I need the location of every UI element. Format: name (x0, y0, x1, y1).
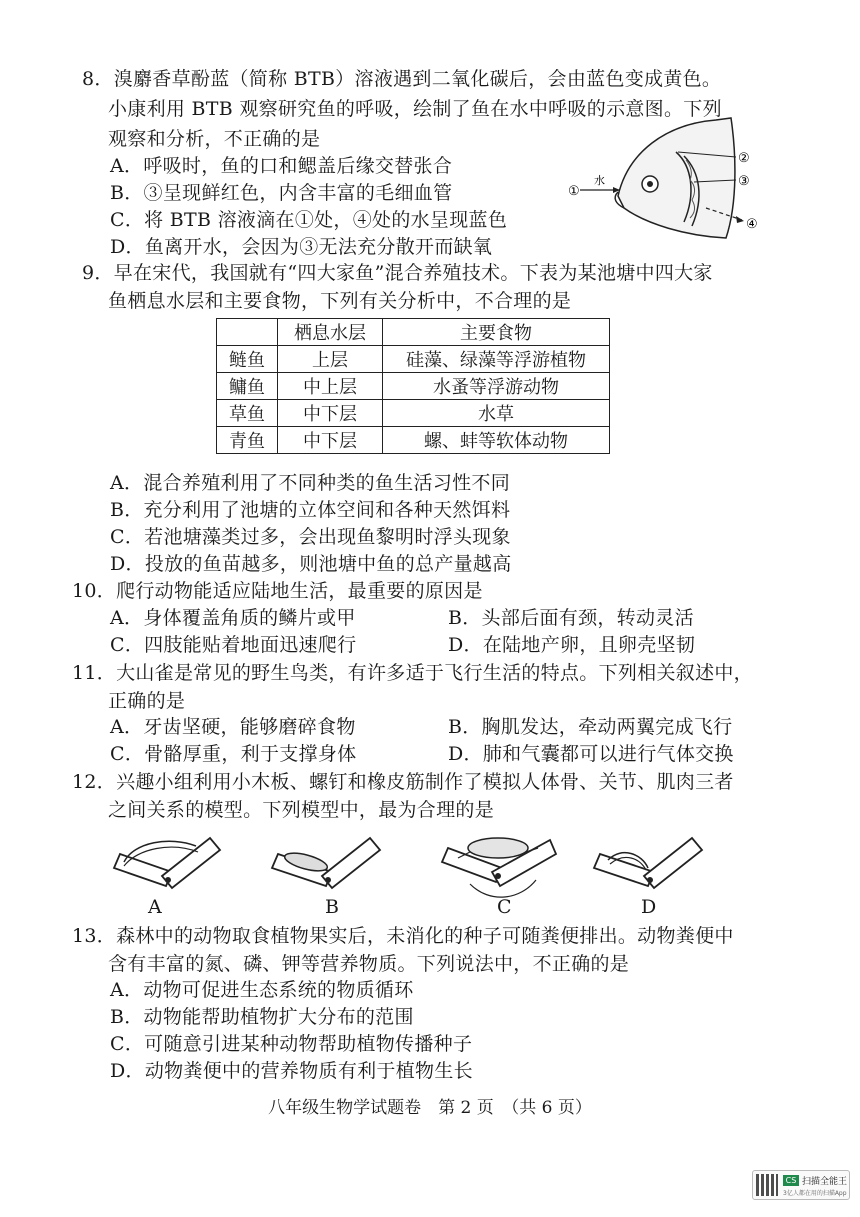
table-header-row (217, 319, 610, 346)
model-label-c: C (497, 896, 512, 918)
fig-label-2: ② (738, 151, 750, 166)
q10-option-c: C．四肢能贴着地面迅速爬行 (110, 634, 357, 656)
q9-stem-line1: 9．早在宋代，我国就有“四大家鱼”混合养殖技术。下表为某池塘中四大家 (82, 262, 713, 284)
table-row (217, 373, 610, 400)
q10-stem: 10．爬行动物能适应陆地生活，最重要的原因是 (72, 580, 483, 602)
q11-option-d: D．肺和气囊都可以进行气体交换 (448, 743, 734, 765)
q13-option-a: A．动物可促进生态系统的物质循环 (110, 979, 414, 1001)
fig-label-1: ① (568, 184, 580, 199)
q13-option-d: D．动物粪便中的营养物质有利于植物生长 (110, 1060, 473, 1082)
table-cell: 草鱼 (217, 400, 278, 427)
table-cell: 鲢鱼 (217, 346, 278, 373)
fig-label-4: ④ (746, 217, 758, 232)
joint-models-figure (110, 824, 790, 916)
q10-option-a: A．身体覆盖角质的鳞片或甲 (110, 607, 356, 629)
table-cell: 中上层 (278, 373, 383, 400)
table-cell: 中下层 (278, 400, 383, 427)
q10-option-d: D．在陆地产卵，且卵壳坚韧 (448, 634, 696, 656)
q12-stem-line1: 12．兴趣小组利用小木板、螺钉和橡皮筋制作了模拟人体骨、关节、肌肉三者 (72, 771, 734, 793)
table-cell: 中下层 (278, 427, 383, 454)
q11-option-c: C．骨骼厚重，利于支撑身体 (110, 743, 357, 765)
table-row (217, 427, 610, 454)
camscanner-logo-icon: CS (783, 1175, 799, 1186)
table-cell: 青鱼 (217, 427, 278, 454)
scanner-watermark (752, 1170, 850, 1200)
fig-label-3: ③ (738, 174, 750, 189)
q11-stem-line1: 11．大山雀是常见的野生鸟类，有许多适于飞行生活的特点。下列相关叙述中， (72, 662, 753, 684)
model-d-diagram (594, 838, 702, 888)
page-footer: 八年级生物学试题卷 第 2 页 （共 6 页） (268, 1098, 592, 1118)
model-c-diagram (442, 838, 556, 897)
q11-option-a: A．牙齿坚硬，能够磨碎食物 (110, 716, 356, 738)
scanner-brand-name: 扫描全能王 (802, 1177, 848, 1187)
q10-option-b: B．头部后面有颈，转动灵活 (448, 607, 694, 629)
scanner-tagline: 3亿人都在用的扫描App (783, 1190, 847, 1197)
model-label-a: A (148, 896, 162, 918)
q9-option-d: D．投放的鱼苗越多，则池塘中鱼的总产量越高 (110, 553, 512, 575)
table-cell: 上层 (278, 346, 383, 373)
model-label-b: B (325, 896, 339, 918)
q8-option-b: B．③呈现鲜红色，内含丰富的毛细血管 (110, 182, 453, 204)
q9-option-b: B．充分利用了池塘的立体空间和各种天然饵料 (110, 499, 511, 521)
q11-option-b: B．胸肌发达，牵动两翼完成飞行 (448, 716, 733, 738)
model-a-diagram (114, 838, 220, 888)
q12-stem-line2: 之间关系的模型。下列模型中，最为合理的是 (108, 799, 495, 821)
table-cell: 鳙鱼 (217, 373, 278, 400)
table-header-cell: 主要食物 (383, 319, 610, 346)
q8-option-a: A．呼吸时，鱼的口和鳃盖后缘交替张合 (110, 155, 453, 177)
table-row (217, 400, 610, 427)
model-label-d: D (641, 896, 657, 918)
q13-option-c: C．可随意引进某种动物帮助植物传播种子 (110, 1033, 473, 1055)
q13-stem-line2: 含有丰富的氮、磷、钾等营养物质。下列说法中，不正确的是 (108, 953, 630, 975)
q13-stem-line1: 13．森林中的动物取食植物果实后，未消化的种子可随粪便排出。动物粪便中 (72, 925, 734, 947)
table-cell: 螺、蚌等软体动物 (383, 427, 610, 454)
q8-option-d: D．鱼离开水，会因为③无法充分散开而缺氧 (110, 236, 493, 258)
model-b-diagram (272, 838, 380, 888)
q9-option-c: C．若池塘藻类过多，会出现鱼黎明时浮头现象 (110, 526, 511, 548)
fish-respiration-diagram (566, 112, 772, 244)
q8-stem-line3: 观察和分析，不正确的是 (108, 128, 321, 150)
q8-stem-line2: 小康利用 BTB 观察研究鱼的呼吸，绘制了鱼在水中呼吸的示意图。下列 (108, 98, 722, 120)
q8-stem-line1: 8．溴麝香草酚蓝（简称 BTB）溶液遇到二氧化碳后，会由蓝色变成黄色。 (82, 68, 722, 90)
q9-option-a: A．混合养殖利用了不同种类的鱼生活习性不同 (110, 472, 511, 494)
q13-option-b: B．动物能帮助植物扩大分布的范围 (110, 1006, 414, 1028)
table-row (217, 346, 610, 373)
q11-stem-line2: 正确的是 (108, 690, 186, 712)
qr-code-icon (756, 1174, 778, 1196)
q8-option-c: C．将 BTB 溶液滴在①处，④处的水呈现蓝色 (110, 209, 508, 231)
fig-label-water: 水 (594, 174, 605, 187)
q9-stem-line2: 鱼栖息水层和主要食物，下列有关分析中，不合理的是 (108, 290, 572, 312)
table-header-cell (217, 319, 278, 346)
table-header-cell: 栖息水层 (278, 319, 383, 346)
table-cell: 水草 (383, 400, 610, 427)
fish-habitat-table (216, 318, 610, 454)
table-cell: 水蚤等浮游动物 (383, 373, 610, 400)
table-cell: 硅藻、绿藻等浮游植物 (383, 346, 610, 373)
